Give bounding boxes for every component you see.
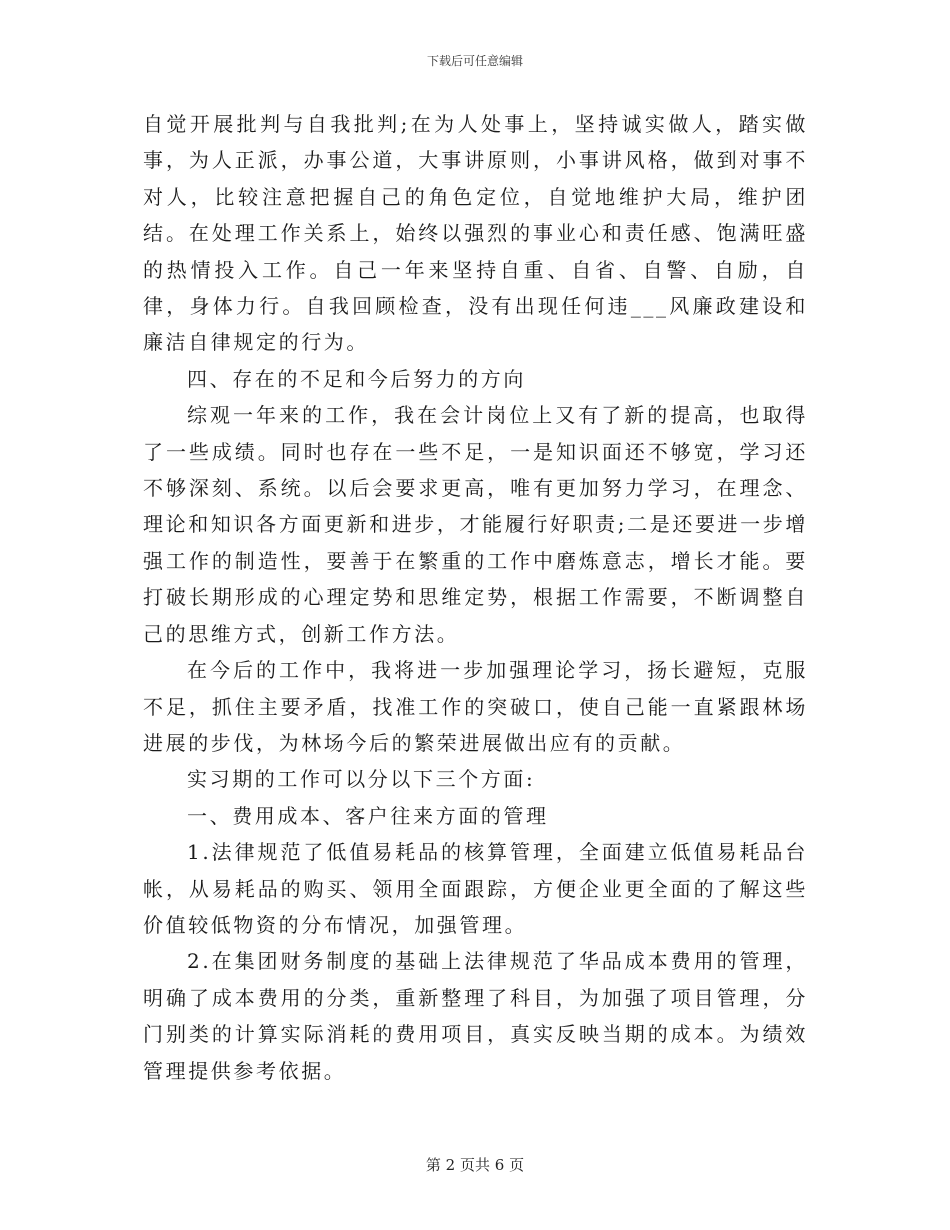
- paragraph-internship-intro: 实习期的工作可以分以下三个方面:: [187, 767, 536, 792]
- list-item-consumables: 1.法律规范了低值易耗品的核算管理，全面建立低值易耗品台帐，从易耗品的购买、领用全面跟踪，方便企业更全面的了解这些价值较低物资的分布情况，加强管理。: [143, 840, 808, 937]
- section-heading-shortcomings: 四、存在的不足和今后努力的方向: [187, 366, 526, 391]
- section-heading-cost-management: 一、费用成本、客户往来方面的管理: [187, 803, 549, 828]
- paragraph-future-work: 在今后的工作中，我将进一步加强理论学习，扬长避短，克服不足，抓住主要矛盾，找准工作的突破口，使自己能一直紧跟林场进展的步伐，为林场今后的繁荣进展做出应有的贡献。: [143, 658, 808, 755]
- list-item-cost-expenses: 2.在集团财务制度的基础上法律规范了华品成本费用的管理，明确了成本费用的分类，重新整理了科目，为加强了项目管理，分门别类的计算实际消耗的费用项目，真实反映当期的成本。为绩效管理提供参考依据。: [143, 949, 808, 1083]
- document-body: [143, 106, 808, 1089]
- page-number-indicator: 第 2 页共 6 页: [425, 1156, 525, 1174]
- paragraph-self-criticism: 自觉开展批判与自我批判;在为人处事上，坚持诚实做人，踏实做事，为人正派，办事公道，大事讲原则，小事讲风格，做到对事不对人，比较注意把握自己的角色定位，自觉地维护大局，维护团结。在处理工作关系上，始终以强烈的事业心和责任感、饱满旺盛的热情投入工作。自己一年来坚持自重、自省、自警、自励，自律，身体力行。自我回顾检查，没有出现任何违___风廉政建设和廉洁自律规定的行为。: [143, 112, 808, 355]
- page-header-note: 下载后可任意编辑: [426, 54, 523, 68]
- paragraph-year-review: 综观一年来的工作，我在会计岗位上又有了新的提高，也取得了一些成绩。同时也存在一些不足，一是知识面还不够宽，学习还不够深刻、系统。以后会要求更高，唯有更加努力学习，在理念、理论和知识各方面更新和进步，才能履行好职责;二是还要进一步增强工作的制造性，要善于在繁重的工作中磨炼意志，增长才能。要打破长期形成的心理定势和思维定势，根据工作需要，不断调整自己的思维方式，创新工作方法。: [143, 403, 808, 646]
